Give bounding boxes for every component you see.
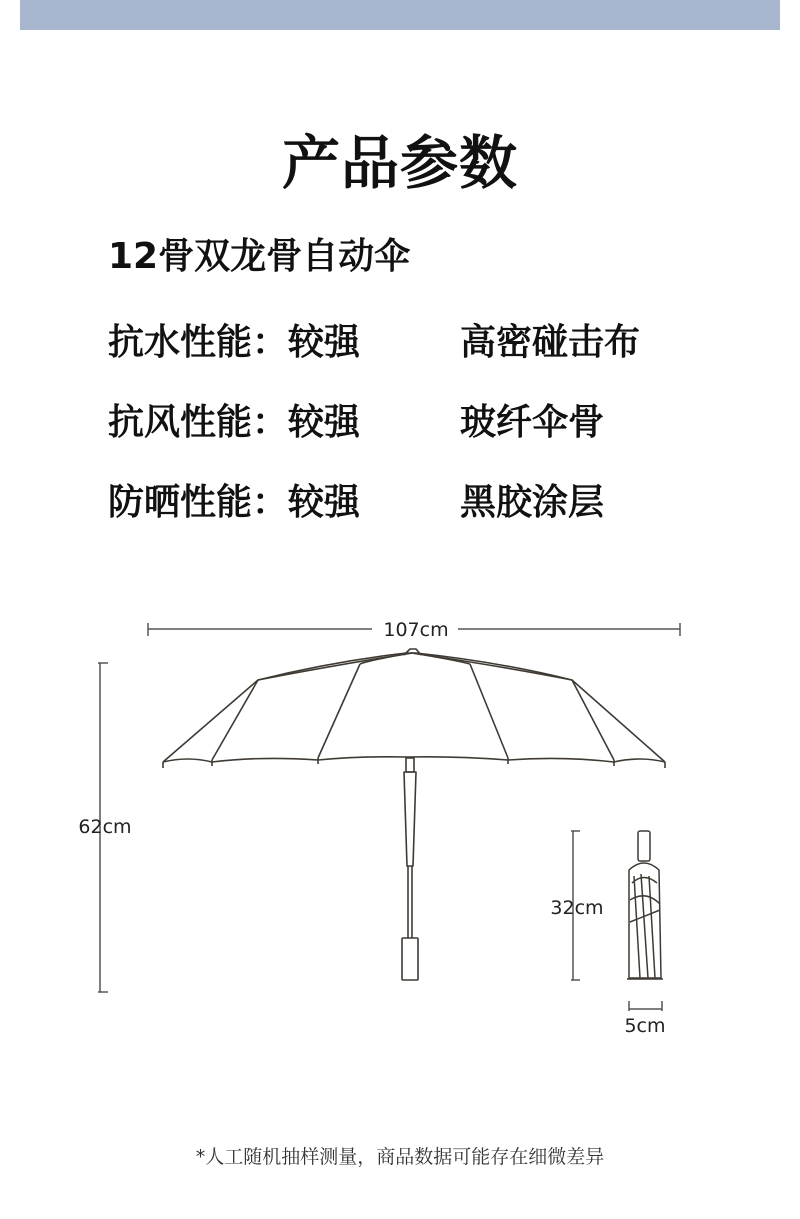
spec-label-windproof: 抗风性能：较强 [108,402,361,443]
spec-material-coating: 黑胶涂层 [460,482,605,523]
measurement-footnote: *人工随机抽样测量，商品数据可能存在细微差异 [195,1146,605,1168]
folded-width-dimension-line [629,1001,662,1011]
width-dimension-label: 107cm [383,619,449,641]
folded-width-label: 5cm [624,1015,666,1037]
page-title: 产品参数 [281,129,518,197]
height-dimension-label: 62cm [78,816,132,838]
spec-material-fabric: 高密碰击布 [460,322,641,363]
product-subtitle: 12骨双龙骨自动伞 [108,236,411,277]
open-umbrella-icon [163,649,665,980]
folded-umbrella-icon [627,831,663,979]
umbrella-dimension-diagram [0,600,800,1070]
spec-label-sunproof: 防晒性能：较强 [108,482,361,523]
spec-label-waterproof: 抗水性能：较强 [108,322,361,363]
spec-material-ribs: 玻纤伞骨 [460,402,605,443]
top-banner-bar [20,0,780,30]
folded-length-label: 32cm [550,897,604,919]
